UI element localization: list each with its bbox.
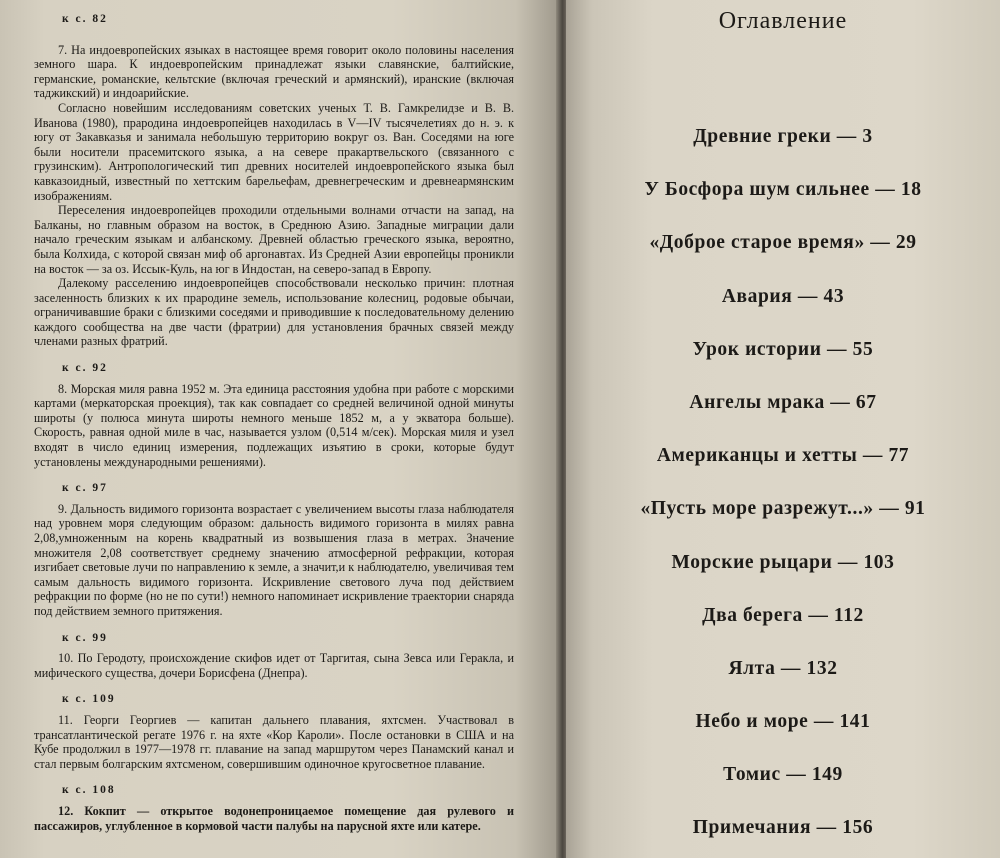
note-page-ref: к с. 99 [62, 631, 108, 644]
contents-entry: Американцы и хетты — 77 [656, 445, 910, 467]
note-paragraph: 10. По Геродоту, происхождение скифов идет от Таргитая, сына Зевса или Геракла, и мифического существа, дочери Борисфена (Днепра). [34, 651, 514, 680]
notes-column [34, 12, 514, 845]
note-paragraph: Переселения индоевропейцев проходили отдельными волнами отчасти на запад, на Балканы, но главным образом на восток, в Среднюю Азию. Западные миграции дали начало греческим языкам и албанскому. Древней областью греческого языка, вероятно, была Колхида, с которой связан миф об аргонавтах. Из Средней Азии европейцы проникли на восток — за оз. Иссык-Куль, на юг в Индостан, на северо-запад в Европу. [34, 203, 514, 276]
note-paragraph: 8. Морская миля равна 1952 м. Эта единица расстояния удобна при работе с морскими картами (меркаторская проекция), так как совпадает со средней величиной одной минуты широты (у полюса минута широты немного меньше 1852 м, а у экватора больше). Скорость, равная одной миле в час, называется узлом (0,514 м/сек). Морская миля и узел входят в число единиц измерения, подлежащих изъятию в сроки, которые будут установлены международными решениями). [34, 381, 514, 469]
contents-entry: Ялта — 132 [728, 657, 838, 679]
note-item [34, 43, 514, 349]
note-paragraph: Далекому расселению индоевропейцев способствовали несколько причин: плотная заселенность близких к их прародине земель, использование колесниц, родовые обычаи, ограничивавшие браки с близкими соседями и приводившие к последовательному делению каждого сообщества на две части (фратрии) для установления брачных связей между членами разных фратрий. [34, 276, 514, 349]
note-paragraph: 12. Кокпит — открытое водонепроницаемое помещение дая рулевого и пассажиров, углубленное в кормовой части палубы на парусной яхте или катере. [34, 803, 514, 833]
contents-entry: Авария — 43 [721, 285, 845, 307]
contents-entry: Небо и море — 141 [695, 711, 871, 733]
contents-entry: Примечания — 156 [692, 817, 874, 839]
contents-entry: Ангелы мрака — 67 [689, 391, 877, 413]
note-item [34, 713, 514, 771]
contents-entry: Древние греки — 3 [693, 126, 873, 147]
contents-title: Оглавление [718, 8, 848, 34]
note-item [34, 804, 514, 833]
note-paragraph: 11. Георги Георгиев — капитан дальнего плавания, яхтсмен. Участвовал в трансатлантической регате 1976 г. на яхте «Кор Кароли». После остановки в США и на Кубе продолжил в 1977—1978 гг. плавание на запад маршрутом через Панамский канал и стал первым болгарским яхтсменом, совершившим одиночное кругосветное плавание. [34, 712, 514, 771]
contents-entry: «Пусть море разрежут...» — 91 [640, 498, 926, 520]
note-page-ref: к с. 82 [62, 13, 108, 25]
note-page-ref: к с. 92 [62, 362, 108, 375]
note-item [34, 382, 514, 470]
contents-entry: Урок истории — 55 [692, 338, 874, 360]
contents-entry: У Босфора шум сильнее — 18 [644, 179, 922, 201]
note-page-ref: к с. 97 [62, 482, 108, 495]
note-paragraph: 7. На индоевропейских языках в настоящее время говорит около половины населения земного шара. К индоевропейским принадлежат языки славянские, балтийские, германские, романские, кельтские (включая греческий и армянский), иранские (включая таджикский) и индоарийские. [34, 42, 514, 101]
contents-entry: Два берега — 112 [702, 604, 864, 626]
note-paragraph: 9. Дальность видимого горизонта возрастает с увеличением высоты глаза наблюдателя над уровнем моря следующим образом: дальность видимого горизонта в милях равна 2,08,умноженным на корень квадратный из возвышения глаза в метрах. Значение множителя 2,08 соответствует среднему значению атмосферной рефракции, которая изгибает световые лучи по направлению к земле, а значит,и к наблюдателю, увеличивая тем самым дальность видимого горизонта. Искривление светового луча под действием рефракции по форме (но не по сути!) немного напоминает искривление траектории снаряда под действием земного притяжения. [34, 501, 514, 618]
note-paragraph: Согласно новейшим исследованиям советских ученых Т. В. Гамкрелидзе и В. В. Иванова (1980), прародина индоевропейцев находилась в V—IV тысячелетиях до н. э. к югу от Закавказья и занимала небольшую территорию вокруг оз. Ван. Соседями на юге были носители прасемитского языка, а на севере пракартвельского (связанного с грузинским). Антропологический тип древних носителей индоевропейского языка был кавказоидный, известный по хеттским барельефам, древнегреческим и древнеармянским изображениям. [34, 100, 514, 203]
contents-entry: Томис — 149 [723, 764, 843, 786]
note-page-ref: к с. 108 [62, 784, 116, 797]
note-page-ref: к с. 109 [62, 693, 116, 706]
contents-entry: «Доброе старое время» — 29 [649, 232, 917, 254]
note-item [34, 651, 514, 680]
note-item [34, 502, 514, 619]
contents-entry: Морские рыцари — 103 [671, 551, 895, 573]
right-page-contents [566, 0, 1000, 858]
contents-list [566, 126, 1000, 858]
